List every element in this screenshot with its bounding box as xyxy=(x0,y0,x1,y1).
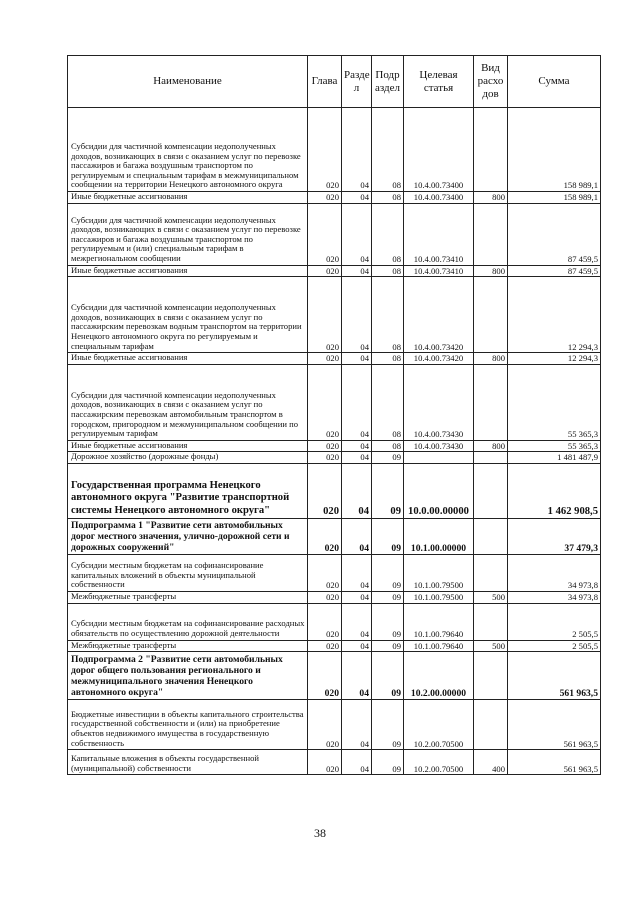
table-row xyxy=(68,265,601,277)
row-glava: 020 xyxy=(308,192,342,204)
row-vid xyxy=(474,108,508,192)
row-celevaya: 10.2.00.70500 xyxy=(404,750,474,775)
row-name: Межбюджетные трансферты xyxy=(68,591,308,603)
row-vid xyxy=(474,452,508,464)
row-celevaya: 10.1.00.79500 xyxy=(404,554,474,591)
row-glava: 020 xyxy=(308,750,342,775)
row-razdel: 04 xyxy=(342,192,372,204)
row-summa: 158 989,1 xyxy=(508,108,601,192)
row-name: Субсидии для частичной компенсации недополученных доходов, возникающих в связи с оказанием услуг по перевозке пассажиров и багажа воздушным транспортом по регулируемым и (или) специальным тарифам в межрегиональном сообщении xyxy=(68,203,308,265)
row-vid xyxy=(474,203,508,265)
row-celevaya: 10.1.00.79500 xyxy=(404,591,474,603)
page-number: 38 xyxy=(314,826,326,840)
header-podrazdel: Подр аздел xyxy=(372,56,404,108)
row-razdel: 04 xyxy=(342,554,372,591)
row-celevaya: 10.1.00.79640 xyxy=(404,603,474,640)
row-name: Иные бюджетные ассигнования xyxy=(68,353,308,365)
row-razdel: 04 xyxy=(342,603,372,640)
table-row xyxy=(68,277,601,353)
row-celevaya xyxy=(404,452,474,464)
row-name: Субсидии местным бюджетам на софинансирование расходных обязательств по осуществлению дорожной деятельности xyxy=(68,603,308,640)
table-row xyxy=(68,518,601,554)
row-name: Бюджетные инвестиции в объекты капитального строительства государственной собственности и (или) на приобретение объектов недвижимого имущества в государственную собственность xyxy=(68,700,308,750)
row-vid xyxy=(474,603,508,640)
row-name: Подпрограмма 2 "Развитие сети автомобильных дорог общего пользования регионального и межмуниципального значения Ненецкого автономного округа" xyxy=(68,652,308,700)
row-vid: 500 xyxy=(474,640,508,652)
row-podrazdel: 08 xyxy=(372,192,404,204)
row-summa: 158 989,1 xyxy=(508,192,601,204)
row-summa: 1 481 487,9 xyxy=(508,452,601,464)
row-celevaya: 10.0.00.00000 xyxy=(404,463,474,518)
table-row xyxy=(68,652,601,700)
table-row xyxy=(68,364,601,440)
row-vid xyxy=(474,652,508,700)
row-summa: 561 963,5 xyxy=(508,700,601,750)
row-celevaya: 10.2.00.70500 xyxy=(404,700,474,750)
row-vid: 400 xyxy=(474,750,508,775)
row-razdel: 04 xyxy=(342,700,372,750)
row-vid: 500 xyxy=(474,591,508,603)
row-summa: 561 963,5 xyxy=(508,750,601,775)
row-celevaya: 10.4.00.73430 xyxy=(404,440,474,452)
row-razdel: 04 xyxy=(342,463,372,518)
row-name: Иные бюджетные ассигнования xyxy=(68,440,308,452)
row-razdel: 04 xyxy=(342,440,372,452)
row-name: Субсидии для частичной компенсации недополученных доходов, возникающих в связи с оказанием услуг по перевозке пассажиров и багажа воздушным транспортом по регулируемым и специальным тарифам в межмуниципальном сообщении на территории Ненецкого автономного округа xyxy=(68,108,308,192)
row-name: Иные бюджетные ассигнования xyxy=(68,265,308,277)
row-razdel: 04 xyxy=(342,265,372,277)
row-glava: 020 xyxy=(308,353,342,365)
row-podrazdel: 09 xyxy=(372,518,404,554)
table-row xyxy=(68,463,601,518)
table-row xyxy=(68,603,601,640)
row-glava: 020 xyxy=(308,591,342,603)
row-glava: 020 xyxy=(308,440,342,452)
row-razdel: 04 xyxy=(342,652,372,700)
row-vid xyxy=(474,463,508,518)
row-razdel: 04 xyxy=(342,452,372,464)
row-summa: 12 294,3 xyxy=(508,353,601,365)
row-podrazdel: 08 xyxy=(372,203,404,265)
row-podrazdel: 09 xyxy=(372,554,404,591)
row-summa: 34 973,8 xyxy=(508,591,601,603)
row-glava: 020 xyxy=(308,554,342,591)
row-summa: 87 459,5 xyxy=(508,203,601,265)
row-vid xyxy=(474,700,508,750)
row-vid xyxy=(474,364,508,440)
table-header-row xyxy=(68,56,601,108)
row-vid: 800 xyxy=(474,353,508,365)
row-podrazdel: 08 xyxy=(372,265,404,277)
header-glava: Глава xyxy=(308,56,342,108)
row-name: Субсидии местным бюджетам на софинансирование капитальных вложений в объекты муниципальной собственности xyxy=(68,554,308,591)
row-podrazdel: 09 xyxy=(372,640,404,652)
table-row xyxy=(68,750,601,775)
row-summa: 2 505,5 xyxy=(508,640,601,652)
row-razdel: 04 xyxy=(342,353,372,365)
row-glava: 020 xyxy=(308,640,342,652)
table-row xyxy=(68,554,601,591)
row-celevaya: 10.4.00.73420 xyxy=(404,353,474,365)
row-glava: 020 xyxy=(308,463,342,518)
row-summa: 12 294,3 xyxy=(508,277,601,353)
row-summa: 561 963,5 xyxy=(508,652,601,700)
row-glava: 020 xyxy=(308,452,342,464)
row-celevaya: 10.4.00.73410 xyxy=(404,203,474,265)
row-name: Капитальные вложения в объекты государственной (муниципальной) собственности xyxy=(68,750,308,775)
table-row xyxy=(68,192,601,204)
row-summa: 87 459,5 xyxy=(508,265,601,277)
table-row xyxy=(68,591,601,603)
row-celevaya: 10.4.00.73400 xyxy=(404,192,474,204)
row-vid: 800 xyxy=(474,440,508,452)
header-celevaya: Целевая статья xyxy=(404,56,474,108)
header-name: Наименование xyxy=(68,56,308,108)
row-summa: 37 479,3 xyxy=(508,518,601,554)
row-name: Государственная программа Ненецкого автономного округа "Развитие транспортной системы Ненецкого автономного округа" xyxy=(68,463,308,518)
table-row xyxy=(68,640,601,652)
row-name: Субсидии для частичной компенсации недополученных доходов, возникающих в связи с оказанием услуг по пассажирским перевозкам автомобильным транспортом в городском, пригородном и межмуниципальном сообщении по регулируемым тарифам xyxy=(68,364,308,440)
row-summa: 55 365,3 xyxy=(508,364,601,440)
row-name: Подпрограмма 1 "Развитие сети автомобильных дорог местного значения, улично-дорожной сети и дорожных сооружений" xyxy=(68,518,308,554)
row-razdel: 04 xyxy=(342,518,372,554)
row-podrazdel: 08 xyxy=(372,364,404,440)
row-vid xyxy=(474,518,508,554)
row-glava: 020 xyxy=(308,603,342,640)
row-razdel: 04 xyxy=(342,277,372,353)
row-name: Межбюджетные трансферты xyxy=(68,640,308,652)
row-celevaya: 10.4.00.73410 xyxy=(404,265,474,277)
row-summa: 34 973,8 xyxy=(508,554,601,591)
row-glava: 020 xyxy=(308,700,342,750)
row-glava: 020 xyxy=(308,652,342,700)
row-glava: 020 xyxy=(308,203,342,265)
row-podrazdel: 08 xyxy=(372,108,404,192)
budget-table xyxy=(67,55,601,775)
row-celevaya: 10.1.00.00000 xyxy=(404,518,474,554)
row-podrazdel: 08 xyxy=(372,353,404,365)
row-glava: 020 xyxy=(308,265,342,277)
row-glava: 020 xyxy=(308,108,342,192)
row-name: Дорожное хозяйство (дорожные фонды) xyxy=(68,452,308,464)
row-podrazdel: 09 xyxy=(372,603,404,640)
row-razdel: 04 xyxy=(342,750,372,775)
row-celevaya: 10.2.00.00000 xyxy=(404,652,474,700)
table-row xyxy=(68,108,601,192)
row-razdel: 04 xyxy=(342,108,372,192)
row-podrazdel: 09 xyxy=(372,591,404,603)
row-name: Иные бюджетные ассигнования xyxy=(68,192,308,204)
row-vid xyxy=(474,554,508,591)
table-row xyxy=(68,440,601,452)
header-razdel: Разде л xyxy=(342,56,372,108)
table-row xyxy=(68,353,601,365)
row-podrazdel: 09 xyxy=(372,700,404,750)
row-podrazdel: 09 xyxy=(372,463,404,518)
row-summa: 1 462 908,5 xyxy=(508,463,601,518)
row-celevaya: 10.4.00.73400 xyxy=(404,108,474,192)
row-podrazdel: 08 xyxy=(372,440,404,452)
row-glava: 020 xyxy=(308,364,342,440)
row-razdel: 04 xyxy=(342,364,372,440)
row-vid: 800 xyxy=(474,192,508,204)
row-celevaya: 10.4.00.73430 xyxy=(404,364,474,440)
row-vid: 800 xyxy=(474,265,508,277)
row-celevaya: 10.4.00.73420 xyxy=(404,277,474,353)
row-razdel: 04 xyxy=(342,591,372,603)
row-summa: 2 505,5 xyxy=(508,603,601,640)
row-podrazdel: 09 xyxy=(372,452,404,464)
row-razdel: 04 xyxy=(342,640,372,652)
table-row xyxy=(68,700,601,750)
row-glava: 020 xyxy=(308,277,342,353)
row-podrazdel: 09 xyxy=(372,750,404,775)
row-podrazdel: 09 xyxy=(372,652,404,700)
row-podrazdel: 08 xyxy=(372,277,404,353)
row-vid xyxy=(474,277,508,353)
table-row xyxy=(68,203,601,265)
table-row xyxy=(68,452,601,464)
header-vid: Вид расхо дов xyxy=(474,56,508,108)
row-celevaya: 10.1.00.79640 xyxy=(404,640,474,652)
row-razdel: 04 xyxy=(342,203,372,265)
row-name: Субсидии для частичной компенсации недополученных доходов, возникающих в связи с оказанием услуг по пассажирским перевозкам водным транспортом на территории Ненецкого автономного округа по регулируемым и специальным тарифам xyxy=(68,277,308,353)
header-summa: Сумма xyxy=(508,56,601,108)
row-glava: 020 xyxy=(308,518,342,554)
row-summa: 55 365,3 xyxy=(508,440,601,452)
